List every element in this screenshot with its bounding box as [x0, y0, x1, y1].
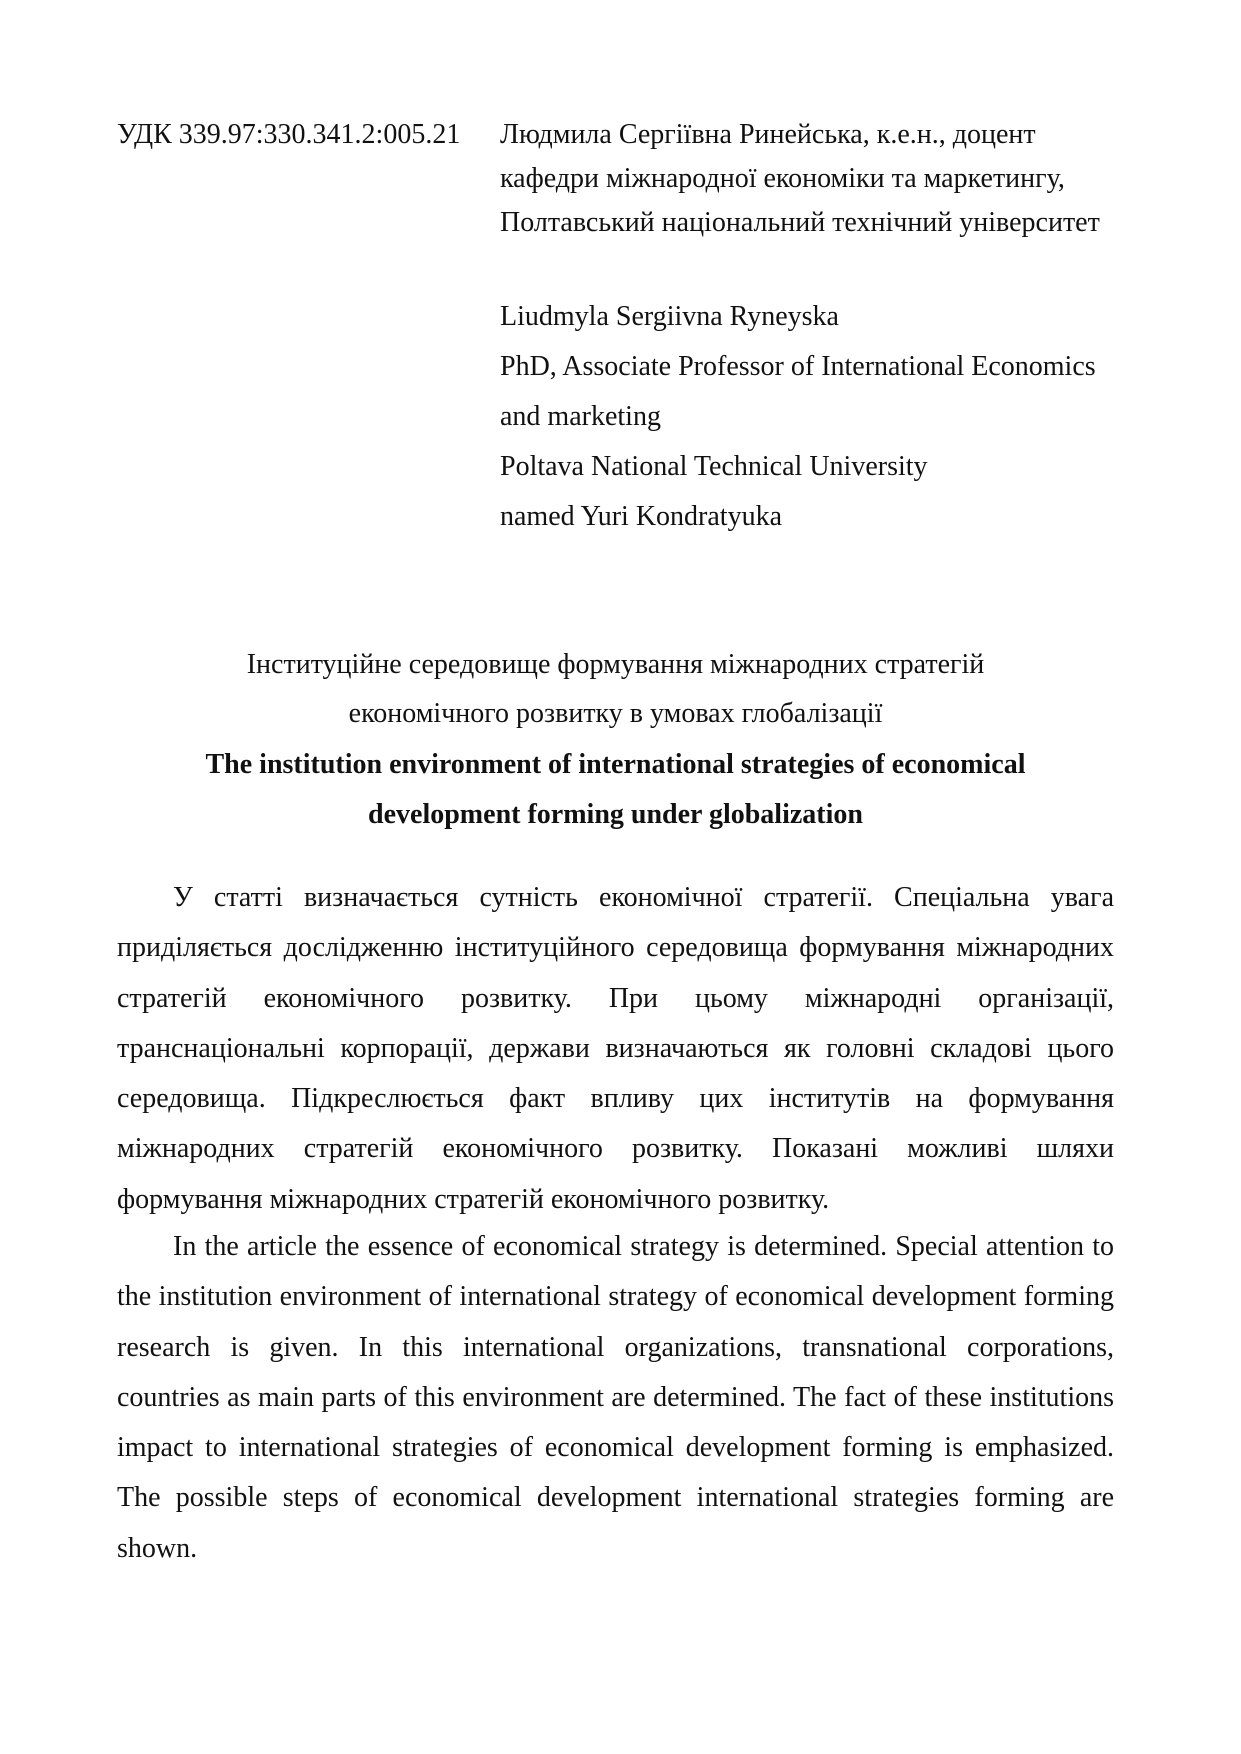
author-line: Людмила Сергіївна Ринейська, к.е.н., доцент — [500, 119, 1036, 150]
author-line: Полтавський національний технічний університет — [500, 207, 1100, 238]
author-line: кафедри міжнародної економіки та маркетингу, — [500, 163, 1065, 194]
author-line: and marketing — [500, 401, 661, 432]
title-line: економічного розвитку в умовах глобалізації — [348, 698, 883, 729]
title-line: The institution environment of international strategies of economical — [205, 749, 1026, 780]
author-info-english — [500, 292, 1096, 542]
author-line: PhD, Associate Professor of International Economics — [500, 351, 1096, 382]
author-line: named Yuri Kondratyuka — [500, 501, 782, 532]
title-line: Інституційне середовище формування міжнародних стратегій — [246, 649, 985, 680]
title-line: development forming under globalization — [368, 799, 863, 830]
title-english — [117, 740, 1114, 840]
abstract-english: In the article the essence of economical strategy is determined. Special attention to the institution environment of international strategy of economical development forming research is given. In this international organizations, transnational corporations, countries as main parts of this environment are determined. The fact of these institutions impact to international strategies of economical development forming is emphasized. The possible steps of economical development international strategies forming are shown. — [117, 1231, 1114, 1564]
author-info-ukrainian — [500, 113, 1100, 245]
author-line: Poltava National Technical University — [500, 451, 928, 482]
author-line: Liudmyla Sergiivna Ryneyska — [500, 301, 839, 332]
udk-code: УДК 339.97:330.341.2:005.21 — [117, 119, 461, 150]
abstract-ukrainian: У статті визначається сутність економічної стратегії. Спеціальна увага приділяється дослідженню інституційного середовища формування міжнародних стратегій економічного розвитку. При цьому міжнародні організації, транснаціональні корпорації, держави визначаються як головні складові цього середовища. Підкреслюється факт впливу цих інститутів на формування міжнародних стратегій економічного розвитку. Показані можливі шляхи формування міжнародних стратегій економічного розвитку. — [117, 882, 1114, 1215]
title-ukrainian — [117, 640, 1114, 738]
